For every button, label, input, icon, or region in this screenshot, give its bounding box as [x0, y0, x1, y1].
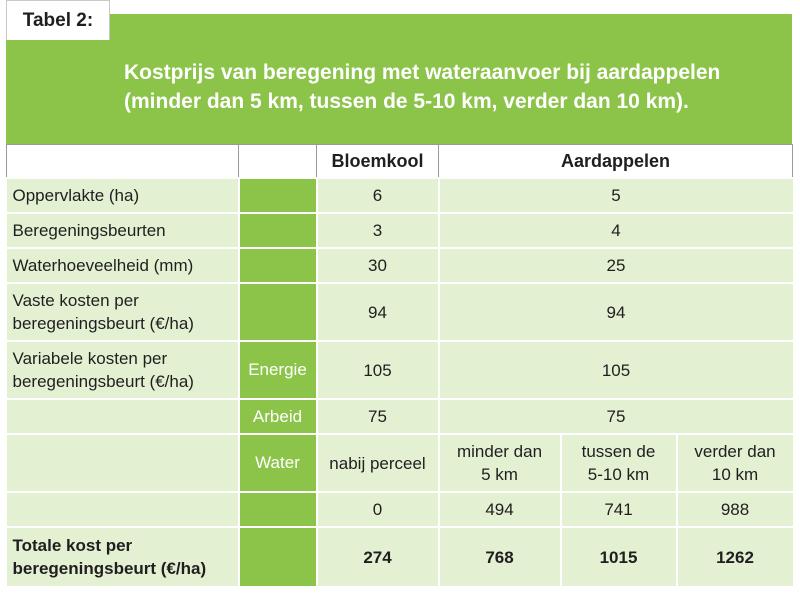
- row-label: Oppervlakte (ha): [7, 178, 239, 213]
- sub-label-water: Water: [239, 434, 317, 492]
- table-number-label: Tabel 2:: [6, 0, 110, 40]
- table-row: [7, 434, 793, 492]
- distance-under-5km: [439, 434, 561, 492]
- total-bloemkool: 274: [317, 527, 439, 586]
- distance-line-2: 5 km: [481, 465, 518, 484]
- row-label: Beregeningsbeurten: [7, 213, 239, 248]
- total-row: [7, 527, 793, 586]
- distance-line-1: tussen de: [581, 442, 656, 461]
- sub-cell: [239, 492, 317, 527]
- sub-cell: [239, 283, 317, 341]
- row-label: [7, 527, 239, 586]
- sub-label-energie: Energie: [239, 341, 317, 399]
- aardappelen-value: 5: [439, 178, 793, 213]
- water-cost-under-5km: 494: [439, 492, 561, 527]
- total-under-5km: 768: [439, 527, 561, 586]
- distance-over-10km: [677, 434, 793, 492]
- total-over-10km: 1262: [677, 527, 793, 586]
- bloemkool-value: 3: [317, 213, 439, 248]
- total-5-10km: 1015: [561, 527, 677, 586]
- table-row: [7, 248, 793, 283]
- bloemkool-value: 75: [317, 399, 439, 434]
- row-label: [7, 283, 239, 341]
- table-row: [7, 492, 793, 527]
- distance-5-10km: [561, 434, 677, 492]
- table-row: [7, 399, 793, 434]
- row-label-line-2: beregeningsbeurt (€/ha): [12, 559, 207, 578]
- distance-line-1: minder dan: [456, 442, 543, 461]
- aardappelen-value: 94: [439, 283, 793, 341]
- table-row: [7, 283, 793, 341]
- table-row: [7, 213, 793, 248]
- bloemkool-value: 94: [317, 283, 439, 341]
- bloemkool-value: 0: [317, 492, 439, 527]
- header-empty: [7, 145, 239, 179]
- row-label: [7, 434, 239, 492]
- row-label-line-1: Variabele kosten per: [12, 349, 168, 368]
- table-row: [7, 178, 793, 213]
- header-aardappelen: Aardappelen: [439, 145, 793, 179]
- aardappelen-value: 25: [439, 248, 793, 283]
- row-label-line-2: beregeningsbeurt (€/ha): [12, 314, 194, 333]
- title-line-2: (minder dan 5 km, tussen de 5-10 km, verder dan 10 km).: [124, 90, 689, 113]
- distance-line-2: 10 km: [711, 465, 759, 484]
- title-line-1: Kostprijs van beregening met wateraanvoer bij aardappelen: [124, 61, 721, 84]
- sub-label-arbeid: Arbeid: [239, 399, 317, 434]
- sub-cell: [239, 213, 317, 248]
- header-row: [7, 145, 793, 179]
- bloemkool-value: 6: [317, 178, 439, 213]
- row-label: [7, 399, 239, 434]
- table-row: [7, 341, 793, 399]
- sub-cell: [239, 248, 317, 283]
- row-label: [7, 341, 239, 399]
- row-label: Waterhoeveelheid (mm): [7, 248, 239, 283]
- distance-line-2: 5-10 km: [587, 465, 650, 484]
- bloemkool-value: 105: [317, 341, 439, 399]
- table-title: [124, 58, 784, 116]
- header-bloemkool: Bloemkool: [317, 145, 439, 179]
- cost-table: [6, 144, 793, 586]
- sub-cell: [239, 527, 317, 586]
- aardappelen-value: 4: [439, 213, 793, 248]
- distance-line-1: verder dan: [694, 442, 776, 461]
- row-label: [7, 492, 239, 527]
- bloemkool-value: nabij perceel: [317, 434, 439, 492]
- row-label-line-1: Vaste kosten per: [12, 291, 139, 310]
- water-cost-5-10km: 741: [561, 492, 677, 527]
- header-empty-sub: [239, 145, 317, 179]
- bloemkool-value: 30: [317, 248, 439, 283]
- aardappelen-value: 75: [439, 399, 793, 434]
- water-cost-over-10km: 988: [677, 492, 793, 527]
- aardappelen-value: 105: [439, 341, 793, 399]
- row-label-line-2: beregeningsbeurt (€/ha): [12, 372, 194, 391]
- row-label-line-1: Totale kost per: [12, 536, 133, 555]
- sub-cell: [239, 178, 317, 213]
